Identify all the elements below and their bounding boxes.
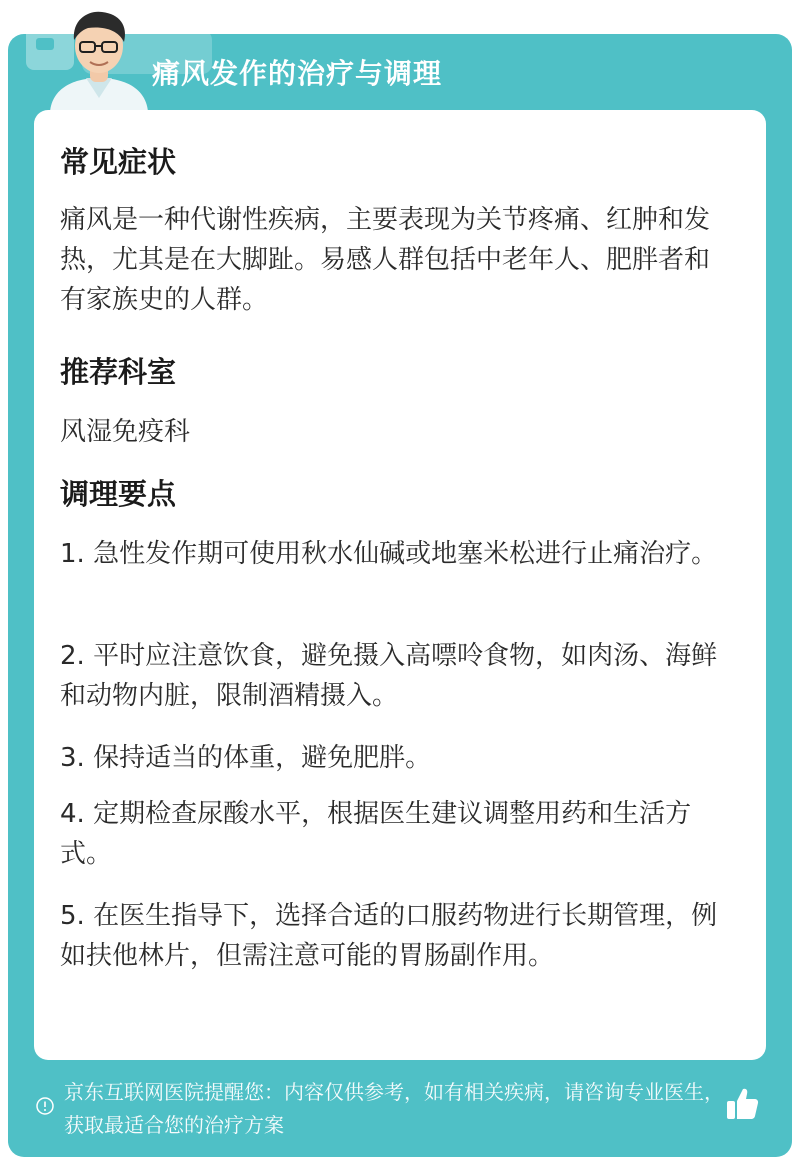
footer-text: 京东互联网医院提醒您：内容仅供参考，如有相关疾病，请咨询专业医生，获取最适合您的治疗方案 [64,1080,724,1137]
info-icon [36,1097,54,1115]
care-item-3: 3. 保持适当的体重，避免肥胖。 [60,743,432,773]
content-card [34,110,766,1060]
section-title-symptoms: 常见症状 [60,145,177,179]
care-item-5: 5. 在医生指导下，选择合适的口服药物进行长期管理，例如扶他林片，但需注意可能的胃肠副作用。 [60,901,718,971]
page-title: 痛风发作的治疗与调理 [152,57,443,90]
section-title-department: 推荐科室 [60,355,177,389]
care-item-4: 4. 定期检查尿酸水平，根据医生建议调整用药和生活方式。 [60,799,692,869]
department-text: 风湿免疫科 [60,417,191,447]
symptoms-text: 痛风是一种代谢性疾病，主要表现为关节疼痛、红肿和发热，尤其是在大脚趾。易感人群包括中老年人、肥胖者和有家族史的人群。 [60,205,711,315]
care-item-2: 2. 平时应注意饮食，避免摄入高嘌呤食物，如肉汤、海鲜和动物内脏，限制酒精摄入。 [60,641,718,711]
doctor-avatar-icon [44,6,154,112]
section-title-care: 调理要点 [60,477,177,511]
thumbs-up-icon[interactable] [722,1084,762,1124]
care-item-1: 1. 急性发作期可使用秋水仙碱或地塞米松进行止痛治疗。 [60,539,718,569]
